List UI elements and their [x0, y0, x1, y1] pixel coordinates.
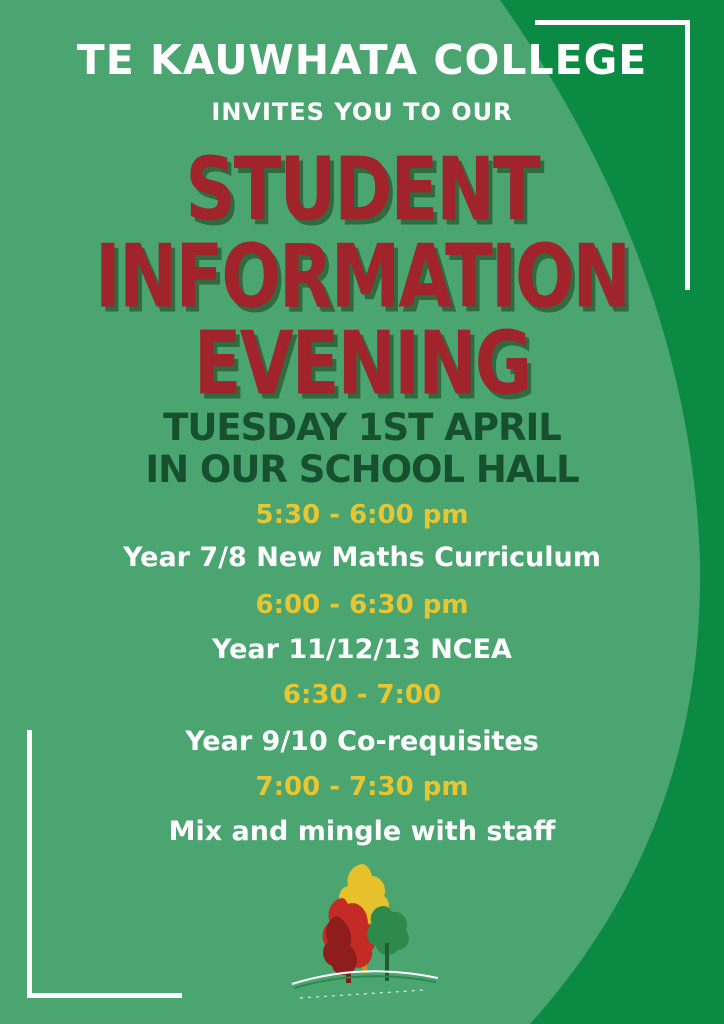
school-logo-trees-icon: [280, 858, 445, 1008]
schedule-topic-3: Year 9/10 Co-requisites: [185, 726, 539, 757]
event-date: TUESDAY 1ST APRIL: [163, 406, 561, 449]
schedule-topic-1: Year 7/8 New Maths Curriculum: [123, 542, 601, 573]
schedule-time-4: 7:00 - 7:30 pm: [255, 772, 469, 802]
title-line-evening: EVENING: [193, 312, 531, 415]
frame-top-right-horizontal: [535, 20, 690, 25]
schedule-topic-4: Mix and mingle with staff: [168, 816, 556, 847]
schedule-time-3: 6:30 - 7:00: [282, 680, 442, 710]
schedule-topic-2: Year 11/12/13 NCEA: [212, 634, 512, 665]
schedule-time-2: 6:00 - 6:30 pm: [255, 590, 469, 620]
schedule-time-1: 5:30 - 6:00 pm: [255, 500, 469, 530]
title-line-student: STUDENT: [185, 138, 539, 241]
frame-bottom-left-vertical: [27, 730, 32, 998]
title-line-information: INFORMATION: [94, 225, 630, 328]
school-name: TE KAUWHATA COLLEGE: [76, 36, 648, 84]
frame-bottom-left-horizontal: [27, 993, 182, 998]
invite-text: INVITES YOU TO OUR: [211, 98, 513, 126]
event-location: IN OUR SCHOOL HALL: [145, 448, 579, 491]
